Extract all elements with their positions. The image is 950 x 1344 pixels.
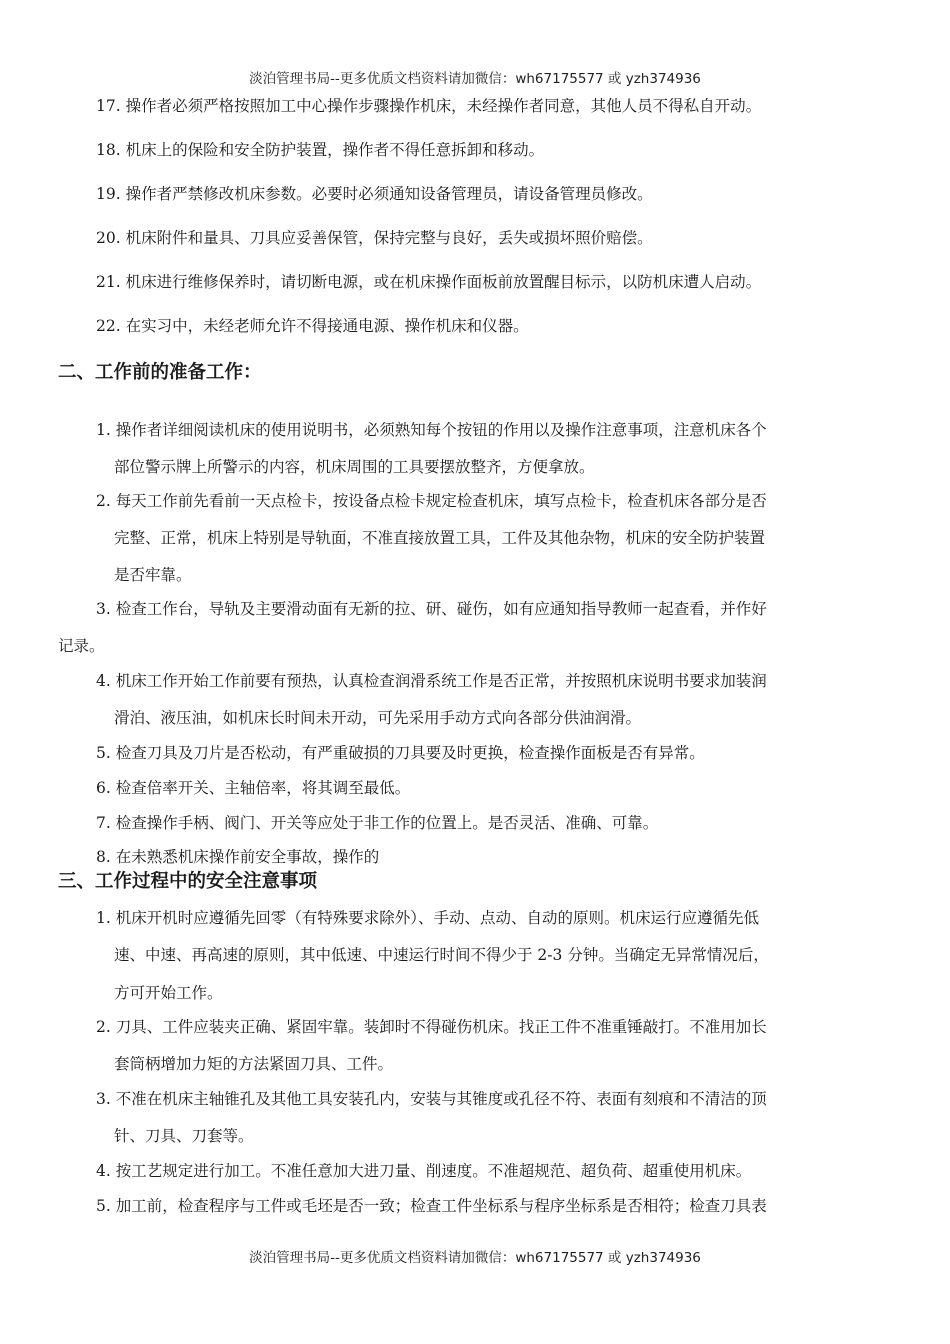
- list-item: 22. 在实习中，未经老师允许不得接通电源、操作机床和仪器。: [96, 317, 529, 335]
- page-footer: 淡泊管理书局--更多优质文档资料请加微信：wh67175577 或 yzh374936: [249, 1250, 701, 1266]
- list-item: 4. 机床工作开始工作前要有预热，认真检查润滑系统工作是否正常，并按照机床说明书要求加装润: [96, 672, 767, 690]
- list-item: 19. 操作者严禁修改机床参数。必要时必须通知设备管理员，请设备管理员修改。: [96, 185, 653, 203]
- list-item: 8. 在未熟悉机床操作前安全事故，操作的: [96, 848, 380, 866]
- list-item-continuation: 记录。: [58, 637, 105, 655]
- section-heading: 二、工作前的准备工作：: [58, 362, 262, 383]
- list-item-continuation: 速、中速、再高速的原则，其中低速、中速运行时间不得少于 2-3 分钟。当确定无异常情况后，: [114, 946, 769, 964]
- list-item: 20. 机床附件和量具、刀具应妥善保管，保持完整与良好，丢失或损坏照价赔偿。: [96, 229, 653, 247]
- list-item: 7. 检查操作手柄、阀门、开关等应处于非工作的位置上。是否灵活、准确、可靠。: [96, 814, 659, 832]
- list-item: 3. 不准在机床主轴锥孔及其他工具安装孔内，安装与其锥度或孔径不符、表面有刻痕和不清洁的顶: [96, 1090, 767, 1108]
- list-item-continuation: 部位警示牌上所警示的内容，机床周围的工具要摆放整齐，方便拿放。: [114, 458, 595, 476]
- list-item-continuation: 方可开始工作。: [114, 984, 223, 1002]
- list-item: 3. 检查工作台，导轨及主要滑动面有无新的拉、研、碰伤，如有应通知指导教师一起查看，并作好: [96, 600, 767, 618]
- list-item: 18. 机床上的保险和安全防护装置，操作者不得任意拆卸和移动。: [96, 141, 545, 159]
- list-item: 5. 加工前，检查程序与工件或毛坯是否一致；检查工件坐标系与程序坐标系是否相符；检查刀具表: [96, 1197, 767, 1215]
- list-item: 1. 操作者详细阅读机床的使用说明书，必须熟知每个按钮的作用以及操作注意事项，注意机床各个: [96, 421, 767, 439]
- list-item-continuation: 是否牢靠。: [114, 566, 192, 584]
- list-item: 2. 刀具、工件应装夹正确、紧固牢靠。装卸时不得碰伤机床。找正工件不准重锤敲打。不准用加长: [96, 1018, 767, 1036]
- list-item: 21. 机床进行维修保养时，请切断电源，或在机床操作面板前放置醒目标示，以防机床遭人启动。: [96, 273, 762, 291]
- section-heading: 三、工作过程中的安全注意事项: [58, 871, 318, 892]
- list-item: 6. 检查倍率开关、主轴倍率，将其调至最低。: [96, 779, 411, 797]
- list-item-continuation: 滑泊、液压油，如机床长时间未开动，可先采用手动方式向各部分供油润滑。: [114, 709, 642, 727]
- list-item: 1. 机床开机时应遵循先回零（有特殊要求除外）、手动、点动、自动的原则。机床运行应遵循先低: [96, 909, 759, 927]
- list-item: 5. 检查刀具及刀片是否松动，有严重破损的刀具要及时更换，检查操作面板是否有异常。: [96, 744, 705, 762]
- list-item-continuation: 套筒柄增加力矩的方法紧固刀具、工件。: [114, 1055, 394, 1073]
- list-item-continuation: 完整、正常，机床上特别是导轨面，不准直接放置工具，工件及其他杂物，机床的安全防护装置: [114, 529, 766, 547]
- list-item-continuation: 针、刀具、刀套等。: [114, 1127, 254, 1145]
- list-item: 2. 每天工作前先看前一天点检卡，按设备点检卡规定检查机床，填写点检卡，检查机床各部分是否: [96, 492, 767, 510]
- page-header: 淡泊管理书局--更多优质文档资料请加微信：wh67175577 或 yzh374936: [249, 71, 701, 87]
- list-item: 4. 按工艺规定进行加工。不准任意加大进刀量、削速度。不准超规范、超负荷、超重使用机床。: [96, 1162, 752, 1180]
- list-item: 17. 操作者必须严格按照加工中心操作步骤操作机床，未经操作者同意，其他人员不得私自开动。: [96, 97, 762, 115]
